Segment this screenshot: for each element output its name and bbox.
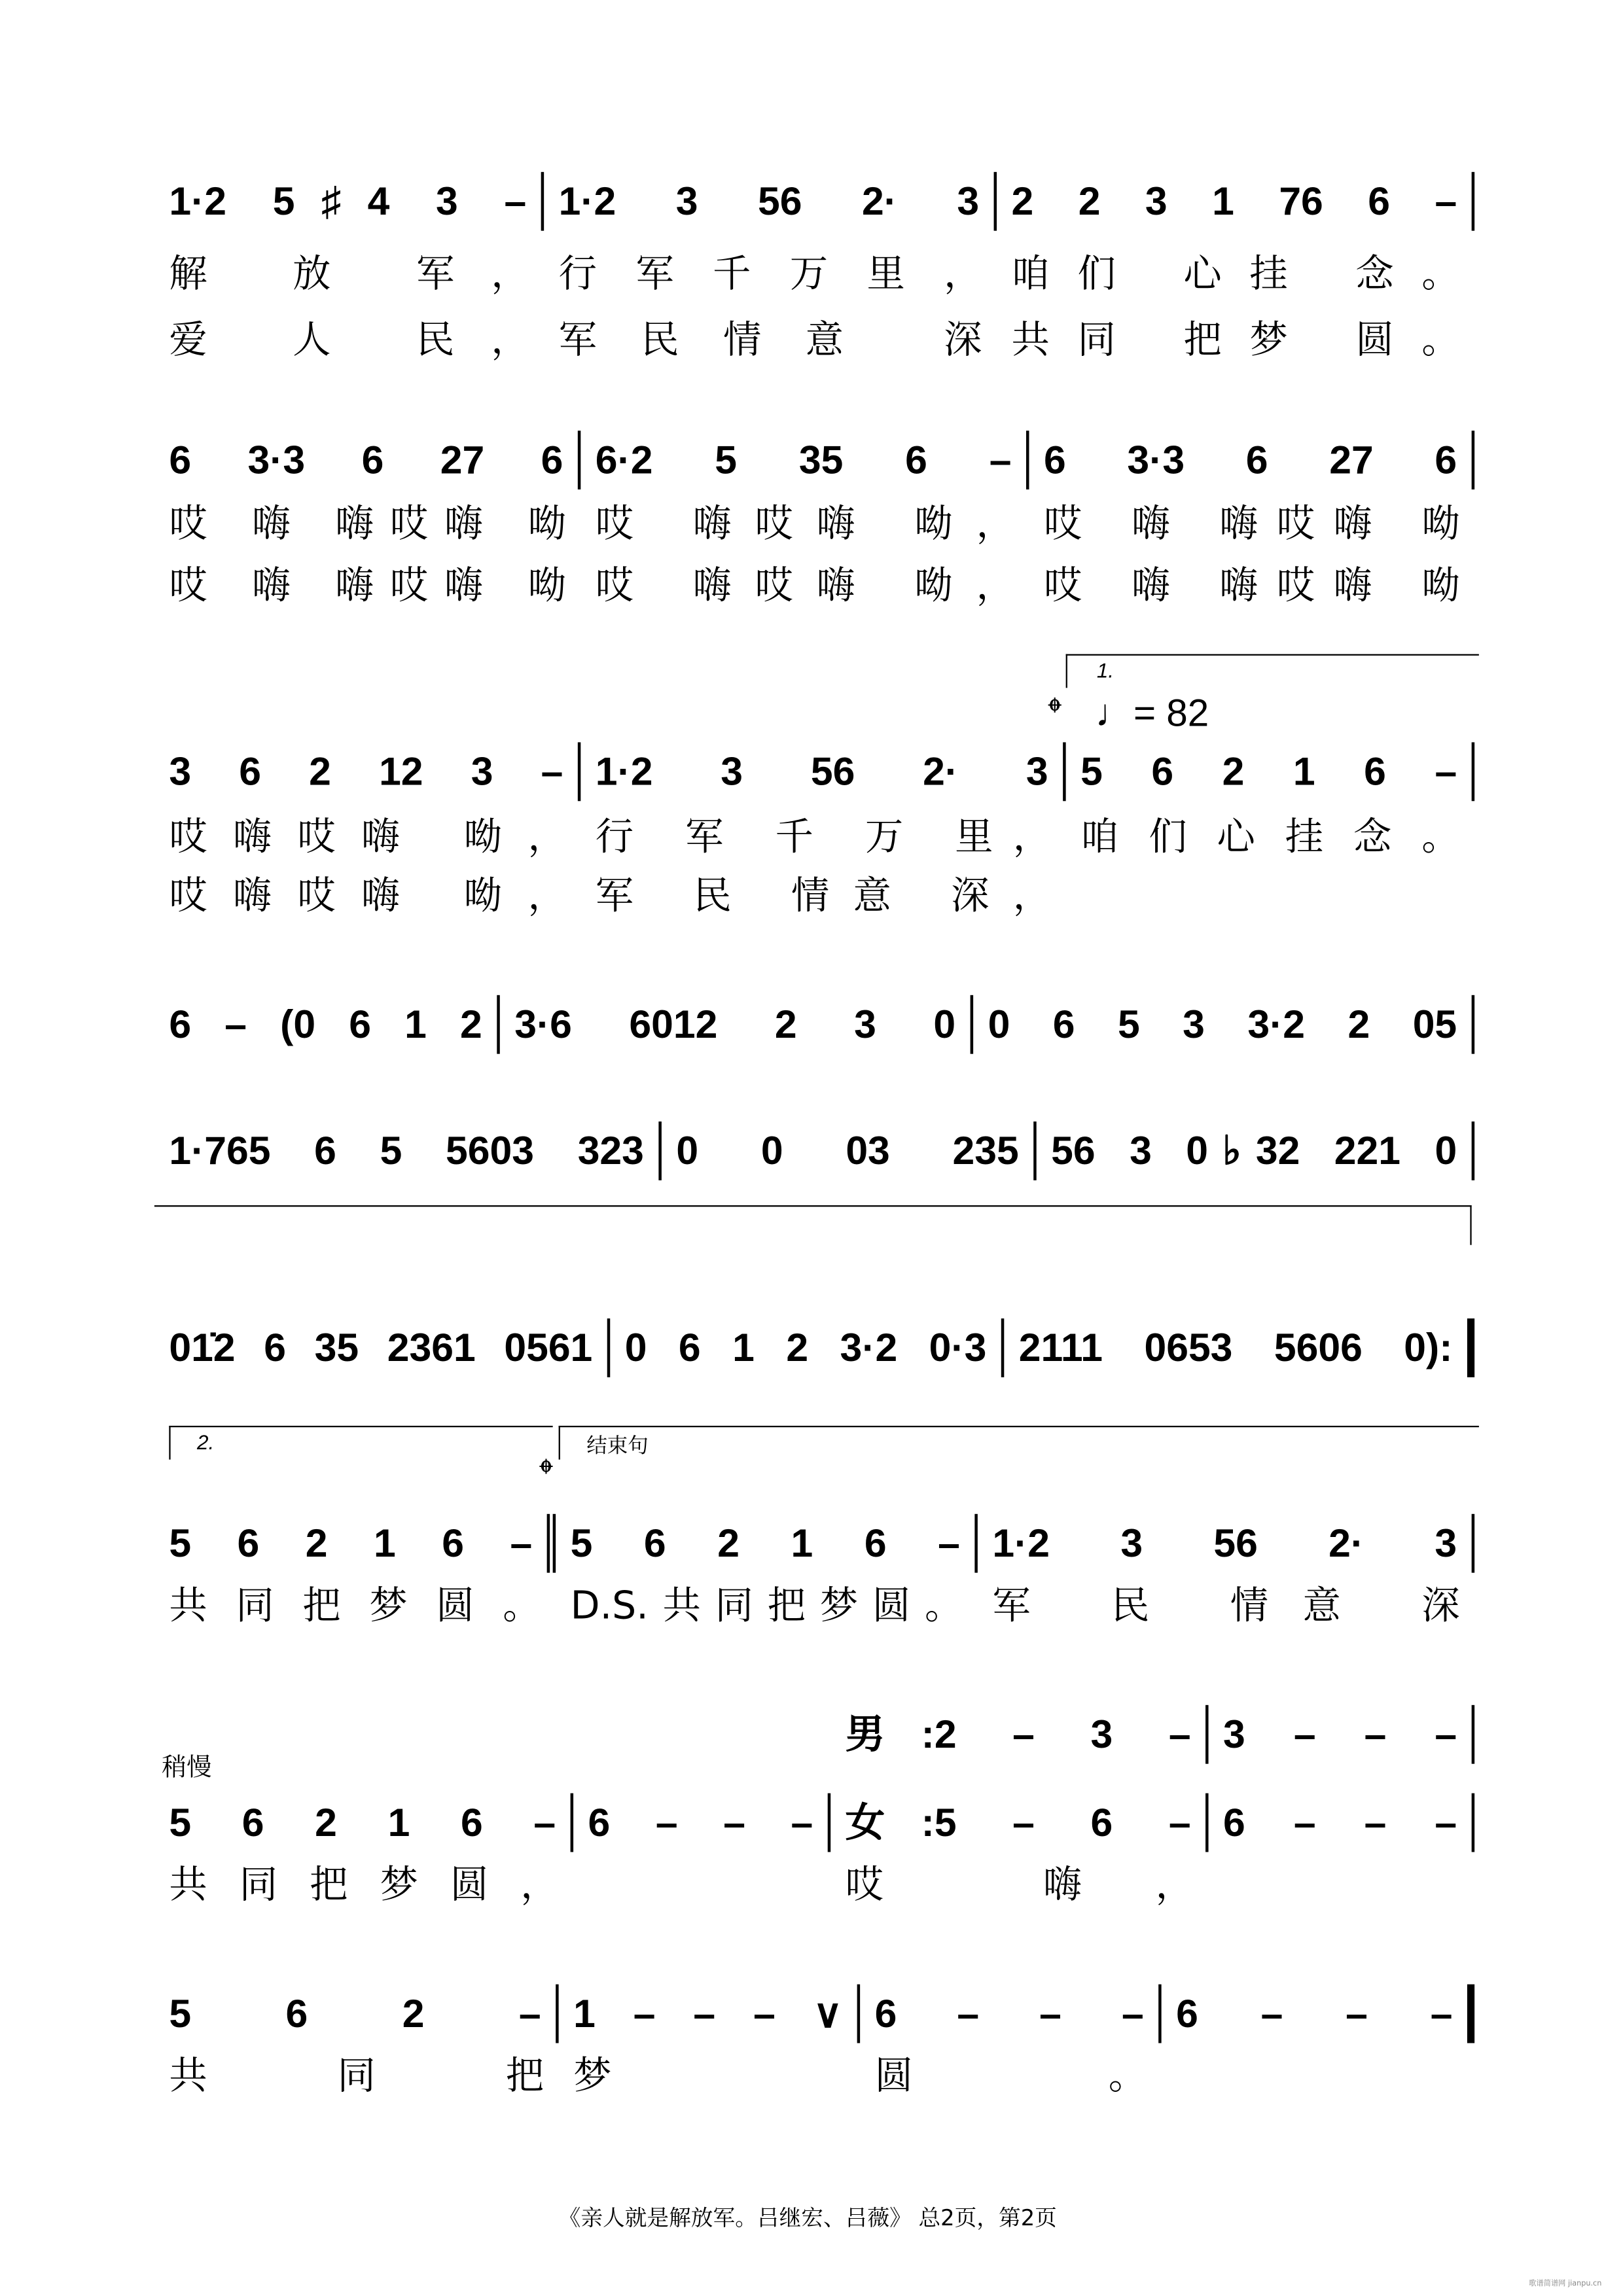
volta-2-label: 2. [197,1430,215,1454]
measure: 1·2 3 56 2· 3 [978,1514,1474,1573]
coda-sign: 𝄌 [1048,690,1061,735]
lyrics-row-1 [0,1856,1623,1915]
notes-row [0,995,1623,1054]
volta-1-bracket [1066,654,1479,688]
lyrics-row-1 [0,2047,1623,2106]
lyric: 咱们 心挂 念。 [1011,253,1460,297]
measure: 6 – – – [1209,1793,1475,1852]
lyric: 圆。 [874,2055,1147,2099]
bracket-line [154,1205,1472,1245]
measure: 5 6 2 1 6 – [154,1793,573,1852]
notes-row [0,172,1623,231]
measure: 1·2 5♯4 3 – [154,172,544,231]
notes-row [0,1122,1623,1180]
notes-row [0,1793,1623,1852]
measure: 女:5 – 6 – [830,1793,1208,1852]
upper-voice-row [0,1705,1623,1764]
ending-bracket [559,1426,1479,1460]
lyric: 共 同 把 [169,2055,544,2099]
lyric: D.S.共同把梦圆。 [570,1584,963,1629]
lyric: 咱们心挂念。 [1080,815,1460,860]
measure: 6 – – – [573,1793,830,1852]
measure: 56 3 0♭32 221 0 [1037,1122,1474,1180]
lyric: 哎 嗨哎嗨 呦， [595,503,1015,547]
measure: 2111 0653 5606 0): [1004,1318,1474,1377]
measure: 3 – – – [1209,1705,1475,1764]
measure: 5 6 2 – [154,1985,559,2043]
lyric: 哎 嗨哎嗨 呦， [595,564,1015,609]
lyrics-row-1 [0,245,1623,304]
watermark: 歌谱简谱网 jianpu.cn [1529,2280,1602,2289]
volta-1-label: 1. [1096,658,1115,682]
lyric: 共同把梦圆。 [169,1584,541,1629]
lyric: 哎 嗨 嗨哎嗨 呦 [169,503,566,547]
measure: 6 – (0 6 1 2 [154,995,500,1054]
notes-row [0,1318,1623,1377]
lyrics-row-2 [0,867,1623,926]
notes-row [0,742,1623,801]
lyric: 哎 嗨 嗨哎嗨 呦 [169,564,566,609]
lyric: 哎嗨哎嗨 呦， [169,874,566,919]
measure: 0 6 5 3 3·2 2 05 [973,995,1474,1054]
lyrics-row-1 [0,1577,1623,1636]
measure: 01̇2 6 35 2361 0561 [154,1318,610,1377]
lyric: 哎嗨哎嗨 呦， [169,815,566,860]
measure: 0 0 03 235 [662,1122,1037,1180]
lyrics-row-1 [0,495,1623,554]
volta-2-bracket [169,1426,552,1460]
tempo-slower: 稍慢 [162,1753,212,1783]
lyric: 解 放 军， [169,253,529,297]
lyric: 行 军 千 万 里， [595,815,1052,860]
measure: 3 6 2 12 3 – [154,742,580,801]
measure: 5 6 2 1 6 – [154,1514,556,1573]
measure: 1 – – – ∨ [559,1985,861,2043]
measure: 6 3·3 6 27 6 [154,431,580,489]
notes-row [0,1514,1623,1573]
lyrics-row-2 [0,311,1623,370]
measure: 6 – – – [860,1985,1162,2043]
notes-row [0,1985,1623,2043]
notes-row [0,431,1623,489]
lyric: 军 民 情意 深， [595,874,1052,919]
page-footer: 《亲人就是解放军。吕继宏、吕薇》 总2页，第2页 [558,2204,1057,2232]
measure: 5 6 2 1 6 – [556,1514,978,1573]
measure: 1·2 3 56 2· 3 [544,172,997,231]
measure: 0 6 1 2 3·2 0·3 [610,1318,1004,1377]
lyric: 军民情意 深 [558,319,982,363]
measure: 3·6 6012 2 3 0 [500,995,973,1054]
measure: 男:2 – 3 – [830,1705,1208,1764]
lyrics-row-2 [0,557,1623,616]
lyric: 共同 把梦 圆。 [1011,319,1460,363]
lyric: 哎 嗨 嗨哎嗨 呦 [1043,564,1460,609]
lyric: 行军千万里， [558,253,982,297]
lyrics-row-1 [0,809,1623,868]
lyric: 哎 嗨 嗨哎嗨 呦 [1043,503,1460,547]
measure: 2 2 3 1 76 6 – [997,172,1474,231]
ending-label: 结束句 [586,1433,649,1457]
tempo-marking: ♩= 82 [1095,690,1209,735]
measure: 1·2 3 56 2· 3 [580,742,1065,801]
lyric: 军 民 情意 深 [992,1584,1460,1629]
lyric: 梦 [573,2055,612,2099]
measure: 6·2 5 35 6 – [580,431,1029,489]
lyric: 哎 嗨， [845,1863,1194,1908]
measure: 6 – – – [1162,1985,1474,2043]
lyric: 爱 人 民， [169,319,529,363]
lyric: 共同把梦圆， [169,1863,559,1908]
measure: 1·765 6 5 5603 323 [154,1122,662,1180]
measure: 5 6 2 1 6 – [1066,742,1474,801]
measure: 6 3·3 6 27 6 [1029,431,1474,489]
coda-sign-2: 𝄌 [539,1452,553,1496]
